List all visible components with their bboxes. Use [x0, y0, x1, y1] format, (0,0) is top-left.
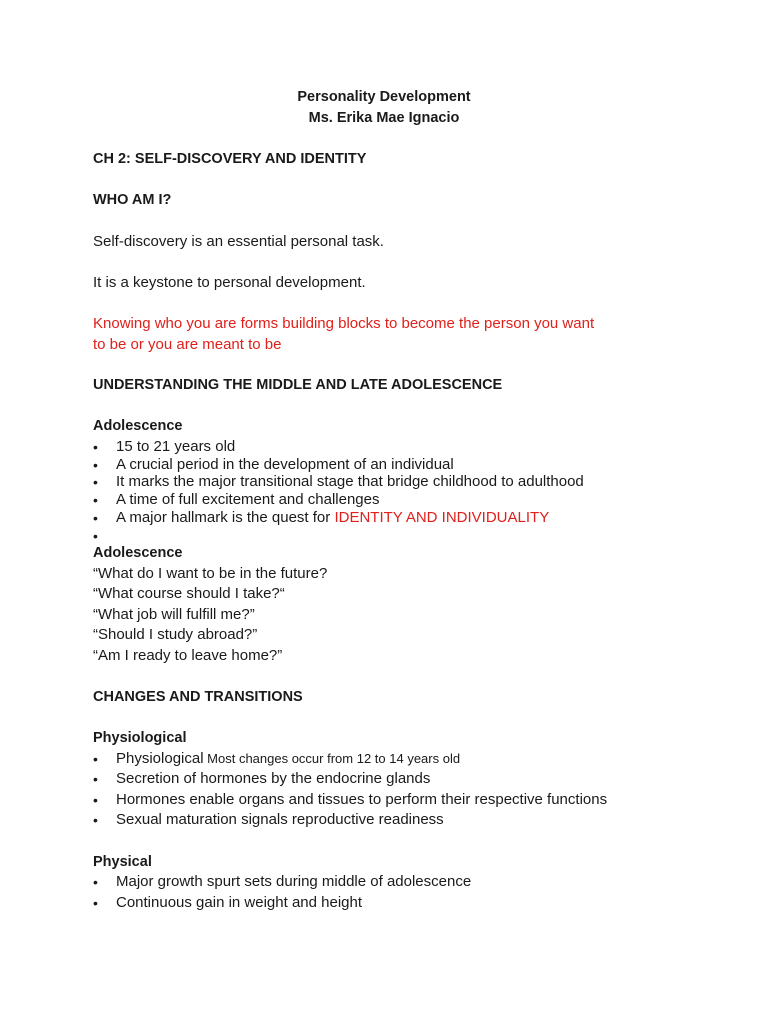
- bullet-icon: •: [93, 439, 98, 455]
- document-title: Personality Development: [297, 89, 471, 105]
- subheading-physiological: Physiological: [93, 730, 187, 746]
- bullet-icon: •: [93, 492, 98, 508]
- identity-highlight: IDENTITY AND INDIVIDUALITY: [334, 509, 550, 526]
- bullet-icon: •: [93, 751, 98, 767]
- list-item: [116, 749, 460, 769]
- list-item: Major growth spurt sets during middle of adolescence: [116, 873, 472, 890]
- chapter-heading: CH 2: SELF-DISCOVERY AND IDENTITY: [93, 151, 367, 167]
- list-item-prefix: Physiological: [116, 750, 204, 767]
- list-item-text: Most changes occur from 12 to 14 years old: [203, 751, 461, 766]
- list-item: 15 to 21 years old: [116, 438, 236, 455]
- bullet-icon: •: [93, 771, 98, 787]
- subheading-physical: Physical: [93, 854, 152, 870]
- highlight-line-1: Knowing who you are forms building blocks to become the person you want: [93, 315, 595, 332]
- bullet-icon: •: [93, 895, 98, 911]
- paragraph-keystone: It is a keystone to personal development.: [93, 274, 366, 291]
- question-line: “What course should I take?“: [93, 585, 285, 602]
- list-item: A crucial period in the development of an individual: [116, 456, 454, 473]
- list-item: Hormones enable organs and tissues to perform their respective functions: [116, 791, 608, 808]
- subheading-adolescence-2: Adolescence: [93, 545, 183, 561]
- list-item: [116, 508, 549, 528]
- document-author: Ms. Erika Mae Ignacio: [308, 110, 460, 126]
- question-line: “What job will fulfill me?”: [93, 606, 255, 623]
- section-heading-who-am-i: WHO AM I?: [93, 192, 172, 208]
- question-line: “Am I ready to leave home?”: [93, 647, 283, 664]
- question-line: “Should I study abroad?”: [93, 626, 258, 643]
- bullet-icon: •: [93, 528, 98, 544]
- list-item: It marks the major transitional stage that bridge childhood to adulthood: [116, 473, 584, 490]
- bullet-icon: •: [93, 474, 98, 490]
- section-heading-changes: CHANGES AND TRANSITIONS: [93, 689, 303, 705]
- highlight-line-2: to be or you are meant to be: [93, 336, 282, 353]
- bullet-icon: •: [93, 812, 98, 828]
- list-item: Sexual maturation signals reproductive readiness: [116, 811, 444, 828]
- list-item: A time of full excitement and challenges: [116, 491, 380, 508]
- bullet-icon: •: [93, 874, 98, 890]
- question-line: “What do I want to be in the future?: [93, 565, 328, 582]
- bullet-icon: •: [93, 457, 98, 473]
- section-heading-understanding: UNDERSTANDING THE MIDDLE AND LATE ADOLESCENCE: [93, 377, 503, 393]
- list-item: Secretion of hormones by the endocrine glands: [116, 770, 431, 787]
- list-item: Continuous gain in weight and height: [116, 894, 363, 911]
- bullet-icon: •: [93, 792, 98, 808]
- list-item-text: A major hallmark is the quest for: [116, 509, 335, 526]
- bullet-icon: •: [93, 510, 98, 526]
- paragraph-self-discovery: Self-discovery is an essential personal task.: [93, 233, 384, 250]
- subheading-adolescence-1: Adolescence: [93, 418, 183, 434]
